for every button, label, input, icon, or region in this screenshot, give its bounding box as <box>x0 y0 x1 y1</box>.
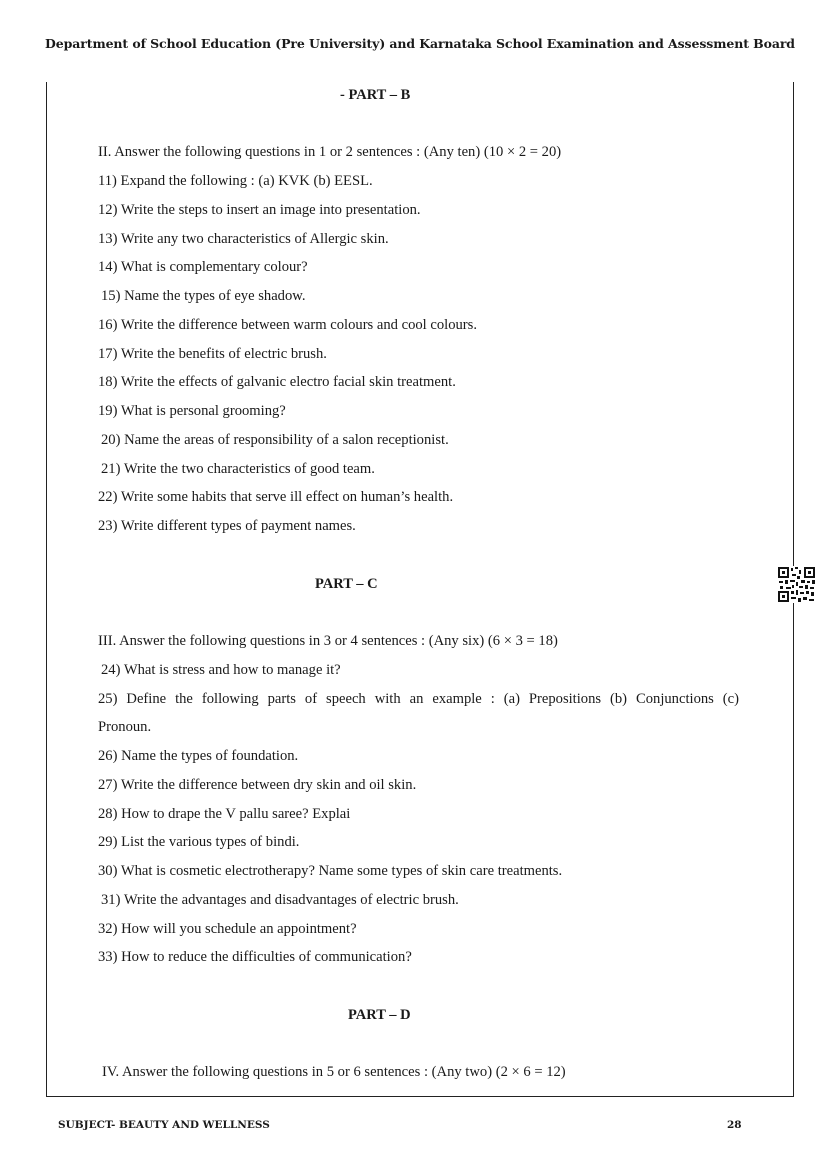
page-header: Department of School Education (Pre University) and Karnataka School Examination and Assessment Board <box>45 36 795 51</box>
part-b-heading: - PART – B <box>340 87 411 103</box>
question-14: 14) What is complementary colour? <box>98 259 308 275</box>
question-25: 25) Define the following parts of speech with an example : (a) Prepositions (b) Conjunctions (c) <box>98 691 739 707</box>
page-number: 28 <box>727 1119 742 1131</box>
question-18: 18) Write the effects of galvanic electro facial skin treatment. <box>98 374 456 390</box>
question-24: 24) What is stress and how to manage it? <box>101 662 341 678</box>
question-21: 21) Write the two characteristics of good team. <box>101 461 375 477</box>
question-15: 15) Name the types of eye shadow. <box>101 288 306 304</box>
question-20: 20) Name the areas of responsibility of a salon receptionist. <box>101 432 449 448</box>
question-22: 22) Write some habits that serve ill effect on human’s health. <box>98 489 454 505</box>
part-d-instruction: IV. Answer the following questions in 5 or 6 sentences : (Any two) (2 × 6 = 12) <box>102 1064 566 1080</box>
part-d-heading: PART – D <box>348 1007 411 1023</box>
qr-code-icon <box>777 566 816 603</box>
question-19: 19) What is personal grooming? <box>98 403 286 419</box>
question-31: 31) Write the advantages and disadvantages of electric brush. <box>101 892 459 908</box>
question-28: 28) How to drape the V pallu saree? Explai <box>98 806 351 822</box>
part-c-instruction: III. Answer the following questions in 3 or 4 sentences : (Any six) (6 × 3 = 18) <box>98 633 558 649</box>
question-33: 33) How to reduce the difficulties of communication? <box>98 949 412 965</box>
part-b-instruction: II. Answer the following questions in 1 or 2 sentences : (Any ten) (10 × 2 = 20) <box>98 144 562 160</box>
question-17: 17) Write the benefits of electric brush. <box>98 346 327 362</box>
question-32: 32) How will you schedule an appointment? <box>98 921 357 937</box>
question-12: 12) Write the steps to insert an image into presentation. <box>98 202 421 218</box>
question-27: 27) Write the difference between dry skin and oil skin. <box>98 777 417 793</box>
question-13: 13) Write any two characteristics of Allergic skin. <box>98 231 389 247</box>
question-29: 29) List the various types of bindi. <box>98 834 300 850</box>
question-23: 23) Write different types of payment names. <box>98 518 356 534</box>
part-c-heading: PART – C <box>315 576 378 592</box>
question-11: 11) Expand the following : (a) KVK (b) EESL. <box>98 173 373 189</box>
footer-subject: SUBJECT- BEAUTY AND WELLNESS <box>58 1119 270 1131</box>
question-26: 26) Name the types of foundation. <box>98 748 299 764</box>
question-16: 16) Write the difference between warm colours and cool colours. <box>98 317 477 333</box>
question-30: 30) What is cosmetic electrotherapy? Name some types of skin care treatments. <box>98 863 563 879</box>
question-25-continued: Pronoun. <box>98 719 152 735</box>
